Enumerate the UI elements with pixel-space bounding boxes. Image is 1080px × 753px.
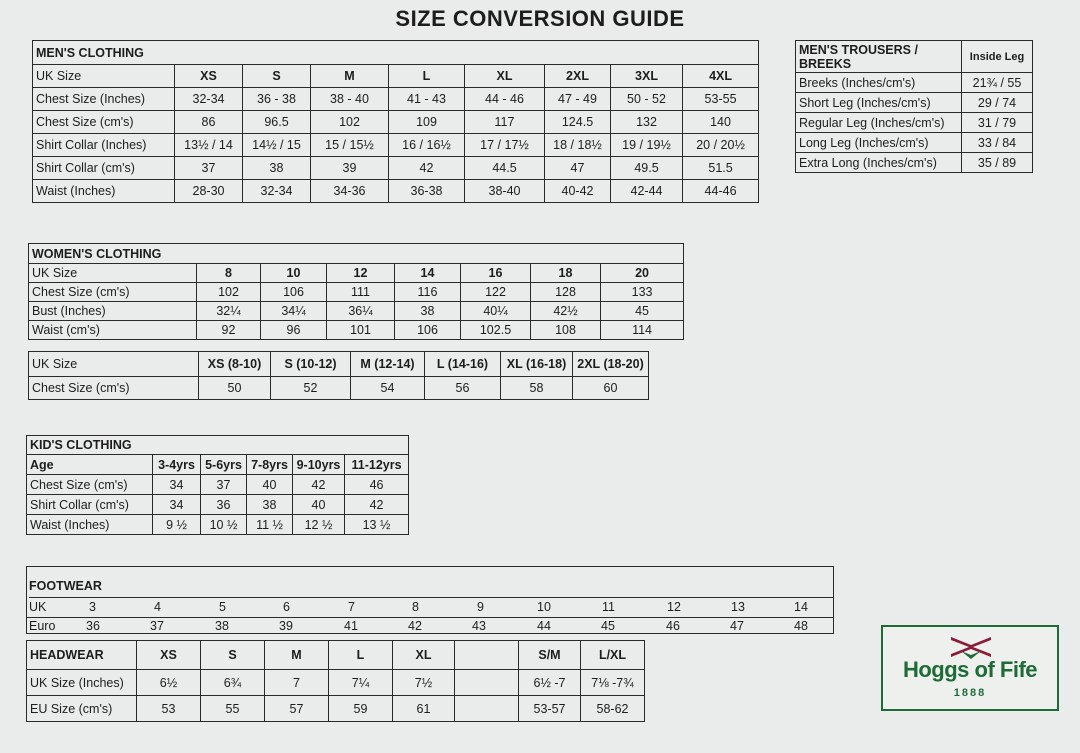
cell: 39 xyxy=(279,619,293,633)
cell: 106 xyxy=(395,321,461,340)
cell: 53-57 xyxy=(519,696,581,722)
size-header: M (12-14) xyxy=(351,352,425,377)
cell: 12 ½ xyxy=(293,515,345,535)
size-header: 14 xyxy=(395,264,461,283)
row-label: Shirt Collar (cm's) xyxy=(33,157,175,180)
row-label: Waist (Inches) xyxy=(33,180,175,203)
cell: 9 xyxy=(477,600,484,614)
table-row xyxy=(33,88,759,111)
size-header: S (10-12) xyxy=(271,352,351,377)
table-row xyxy=(796,113,1033,133)
table-row xyxy=(27,641,645,670)
size-header: 8 xyxy=(197,264,261,283)
cell: 11 xyxy=(602,600,615,614)
cell: 37 xyxy=(201,475,247,495)
cell: 40¼ xyxy=(461,302,531,321)
cell: 111 xyxy=(327,283,395,302)
table-row xyxy=(27,475,409,495)
empty-cell xyxy=(455,696,519,722)
cell: 40 xyxy=(247,475,293,495)
row-label: Age xyxy=(27,455,153,475)
row-label: Long Leg (Inches/cm's) xyxy=(796,133,962,153)
cell: 48 xyxy=(794,619,808,633)
cell: 38 xyxy=(247,495,293,515)
cell: 38-40 xyxy=(465,180,545,203)
footwear-euro-row xyxy=(27,618,833,636)
empty-cell xyxy=(455,641,519,670)
cell: 140 xyxy=(683,111,759,134)
cell: 38 - 40 xyxy=(311,88,389,111)
cell: 32¼ xyxy=(197,302,261,321)
cell: 45 xyxy=(601,619,615,633)
row-label: Chest Size (cm's) xyxy=(27,475,153,495)
cell: 108 xyxy=(531,321,601,340)
section-title: FOOTWEAR xyxy=(29,567,833,598)
cell: 34 xyxy=(153,475,201,495)
cell: 114 xyxy=(601,321,684,340)
cell: 35 / 89 xyxy=(962,153,1033,173)
footwear-uk-row xyxy=(27,599,833,618)
cell: 38 xyxy=(243,157,311,180)
row-label: Chest Size (cm's) xyxy=(29,283,197,302)
row-label: Chest Size (cm's) xyxy=(29,377,199,400)
cell: 38 xyxy=(395,302,461,321)
cell: 44 - 46 xyxy=(465,88,545,111)
cell: 42 xyxy=(389,157,465,180)
table-row xyxy=(29,264,684,283)
cell: 124.5 xyxy=(545,111,611,134)
cell: 36 xyxy=(201,495,247,515)
cell: 11 ½ xyxy=(247,515,293,535)
kids-clothing-table xyxy=(26,435,409,535)
table-row xyxy=(27,495,409,515)
table-row xyxy=(29,377,649,400)
cell: 36¼ xyxy=(327,302,395,321)
cell: 13½ / 14 xyxy=(175,134,243,157)
cell: 47 xyxy=(730,619,744,633)
cell: 122 xyxy=(461,283,531,302)
cell: 86 xyxy=(175,111,243,134)
size-header: XS xyxy=(137,641,201,670)
cell: 21¾ / 55 xyxy=(962,73,1033,93)
table-row xyxy=(29,321,684,340)
table-row xyxy=(29,302,684,321)
size-header: 3XL xyxy=(611,65,683,88)
row-label: Regular Leg (Inches/cm's) xyxy=(796,113,962,133)
size-header: 12 xyxy=(327,264,395,283)
section-title: KID'S CLOTHING xyxy=(27,436,409,455)
cell: 55 xyxy=(201,696,265,722)
cell: 29 / 74 xyxy=(962,93,1033,113)
cell: 12 xyxy=(667,600,681,614)
cell: 17 / 17½ xyxy=(465,134,545,157)
cell: 52 xyxy=(271,377,351,400)
table-row xyxy=(33,180,759,203)
cell: 15 / 15½ xyxy=(311,134,389,157)
cell: 6¾ xyxy=(201,670,265,696)
cell: 3 xyxy=(89,600,96,614)
mens-clothing-table xyxy=(32,40,759,203)
cell: 37 xyxy=(175,157,243,180)
cell: 42 xyxy=(293,475,345,495)
cell: 36 xyxy=(86,619,100,633)
cell: 13 xyxy=(731,600,745,614)
cell: 46 xyxy=(345,475,409,495)
cell: 46 xyxy=(666,619,680,633)
cell: 92 xyxy=(197,321,261,340)
cell: 60 xyxy=(573,377,649,400)
cell: 133 xyxy=(601,283,684,302)
size-header: 2XL (18-20) xyxy=(573,352,649,377)
cell: 41 - 43 xyxy=(389,88,465,111)
section-title: MEN'S CLOTHING xyxy=(33,41,759,65)
cell: 96.5 xyxy=(243,111,311,134)
table-row xyxy=(27,515,409,535)
table-row xyxy=(796,93,1033,113)
age-header: 7-8yrs xyxy=(247,455,293,475)
saltire-icon xyxy=(951,637,991,659)
row-label: UK Size xyxy=(29,352,199,377)
row-label: Breeks (Inches/cm's) xyxy=(796,73,962,93)
cell: 128 xyxy=(531,283,601,302)
brand-name: Hoggs of Fife xyxy=(902,657,1038,682)
table-row xyxy=(796,133,1033,153)
age-header: 5-6yrs xyxy=(201,455,247,475)
cell: 20 / 20½ xyxy=(683,134,759,157)
empty-cell xyxy=(455,670,519,696)
cell: 47 xyxy=(545,157,611,180)
cell: 34¼ xyxy=(261,302,327,321)
brand-year: 1888 xyxy=(953,687,987,699)
cell: 109 xyxy=(389,111,465,134)
cell: 32-34 xyxy=(175,88,243,111)
row-label: Waist (cm's) xyxy=(29,321,197,340)
cell: 14½ / 15 xyxy=(243,134,311,157)
cell: 6 xyxy=(283,600,290,614)
cell: 96 xyxy=(261,321,327,340)
size-header: 4XL xyxy=(683,65,759,88)
size-header: XL xyxy=(465,65,545,88)
cell: 42 xyxy=(408,619,422,633)
cell: 132 xyxy=(611,111,683,134)
cell: 36-38 xyxy=(389,180,465,203)
size-header: L xyxy=(389,65,465,88)
cell: 49.5 xyxy=(611,157,683,180)
row-label: Chest Size (Inches) xyxy=(33,88,175,111)
womens-letter-size-table xyxy=(28,351,649,400)
size-header: M xyxy=(265,641,329,670)
page-title: SIZE CONVERSION GUIDE xyxy=(395,6,685,31)
row-label: UK xyxy=(29,600,47,614)
cell: 5 xyxy=(219,600,226,614)
cell: 50 xyxy=(199,377,271,400)
row-label: Euro xyxy=(29,619,56,633)
cell: 101 xyxy=(327,321,395,340)
cell: 19 / 19½ xyxy=(611,134,683,157)
cell: 32-34 xyxy=(243,180,311,203)
row-label: Shirt Collar (cm's) xyxy=(27,495,153,515)
cell: 4 xyxy=(154,600,161,614)
row-label: Shirt Collar (Inches) xyxy=(33,134,175,157)
cell: 57 xyxy=(265,696,329,722)
cell: 7 xyxy=(348,600,355,614)
cell: 50 - 52 xyxy=(611,88,683,111)
size-header: S xyxy=(243,65,311,88)
cell: 13 ½ xyxy=(345,515,409,535)
table-row xyxy=(33,111,759,134)
size-header: 16 xyxy=(461,264,531,283)
row-label: Chest Size (cm's) xyxy=(33,111,175,134)
section-title: HEADWEAR xyxy=(27,641,137,670)
table-row xyxy=(27,670,645,696)
cell: 42-44 xyxy=(611,180,683,203)
cell: 38 xyxy=(215,619,229,633)
mens-trousers-table xyxy=(795,40,1033,173)
cell: 7½ xyxy=(393,670,455,696)
cell: 6½ xyxy=(137,670,201,696)
footwear-table xyxy=(26,566,834,634)
cell: 34 xyxy=(153,495,201,515)
cell: 42½ xyxy=(531,302,601,321)
row-label: Bust (Inches) xyxy=(29,302,197,321)
cell: 40-42 xyxy=(545,180,611,203)
headwear-table xyxy=(26,640,645,722)
table-row xyxy=(27,696,645,722)
cell: 53-55 xyxy=(683,88,759,111)
cell: 102.5 xyxy=(461,321,531,340)
cell: 41 xyxy=(344,619,358,633)
row-label: EU Size (cm's) xyxy=(27,696,137,722)
cell: 116 xyxy=(395,283,461,302)
age-header: 9-10yrs xyxy=(293,455,345,475)
cell: 36 - 38 xyxy=(243,88,311,111)
cell: 6½ -7 xyxy=(519,670,581,696)
cell: 34-36 xyxy=(311,180,389,203)
size-header: S xyxy=(201,641,265,670)
womens-clothing-table xyxy=(28,243,684,340)
size-header: S/M xyxy=(519,641,581,670)
cell: 10 ½ xyxy=(201,515,247,535)
table-row xyxy=(27,455,409,475)
row-label: UK Size xyxy=(29,264,197,283)
table-row xyxy=(796,153,1033,173)
cell: 28-30 xyxy=(175,180,243,203)
cell: 45 xyxy=(601,302,684,321)
cell: 8 xyxy=(412,600,419,614)
cell: 9 ½ xyxy=(153,515,201,535)
row-label: Extra Long (Inches/cm's) xyxy=(796,153,962,173)
size-header: M xyxy=(311,65,389,88)
cell: 16 / 16½ xyxy=(389,134,465,157)
age-header: 3-4yrs xyxy=(153,455,201,475)
size-header: 2XL xyxy=(545,65,611,88)
cell: 40 xyxy=(293,495,345,515)
cell: 7¼ xyxy=(329,670,393,696)
cell: 42 xyxy=(345,495,409,515)
cell: 58 xyxy=(501,377,573,400)
cell: 53 xyxy=(137,696,201,722)
table-row xyxy=(33,65,759,88)
table-row xyxy=(29,283,684,302)
cell: 59 xyxy=(329,696,393,722)
size-header: XS (8-10) xyxy=(199,352,271,377)
cell: 39 xyxy=(311,157,389,180)
cell: 44 xyxy=(537,619,551,633)
cell: 56 xyxy=(425,377,501,400)
cell: 7⅛ -7¾ xyxy=(581,670,645,696)
cell: 58-62 xyxy=(581,696,645,722)
size-header: L (14-16) xyxy=(425,352,501,377)
cell: 10 xyxy=(537,600,551,614)
cell: 18 / 18½ xyxy=(545,134,611,157)
size-header: XS xyxy=(175,65,243,88)
age-header: 11-12yrs xyxy=(345,455,409,475)
cell: 102 xyxy=(311,111,389,134)
inside-leg-header: Inside Leg xyxy=(962,41,1033,73)
cell: 102 xyxy=(197,283,261,302)
size-header: 10 xyxy=(261,264,327,283)
cell: 33 / 84 xyxy=(962,133,1033,153)
size-header: XL (16-18) xyxy=(501,352,573,377)
table-row xyxy=(796,73,1033,93)
section-title: MEN'S TROUSERS / BREEKS xyxy=(796,41,962,73)
row-label: UK Size xyxy=(33,65,175,88)
cell: 7 xyxy=(265,670,329,696)
table-row xyxy=(33,134,759,157)
table-row xyxy=(33,157,759,180)
size-header: L xyxy=(329,641,393,670)
cell: 37 xyxy=(150,619,164,633)
cell: 51.5 xyxy=(683,157,759,180)
cell: 44-46 xyxy=(683,180,759,203)
cell: 117 xyxy=(465,111,545,134)
cell: 47 - 49 xyxy=(545,88,611,111)
row-label: Short Leg (Inches/cm's) xyxy=(796,93,962,113)
cell: 43 xyxy=(472,619,486,633)
section-title: WOMEN'S CLOTHING xyxy=(29,244,684,264)
cell: 44.5 xyxy=(465,157,545,180)
cell: 54 xyxy=(351,377,425,400)
cell: 106 xyxy=(261,283,327,302)
size-header: L/XL xyxy=(581,641,645,670)
size-header: 18 xyxy=(531,264,601,283)
size-header: 20 xyxy=(601,264,684,283)
cell: 31 / 79 xyxy=(962,113,1033,133)
brand-logo xyxy=(881,625,1059,711)
row-label: Waist (Inches) xyxy=(27,515,153,535)
table-row xyxy=(29,352,649,377)
cell: 61 xyxy=(393,696,455,722)
row-label: UK Size (Inches) xyxy=(27,670,137,696)
cell: 14 xyxy=(794,600,808,614)
size-header: XL xyxy=(393,641,455,670)
